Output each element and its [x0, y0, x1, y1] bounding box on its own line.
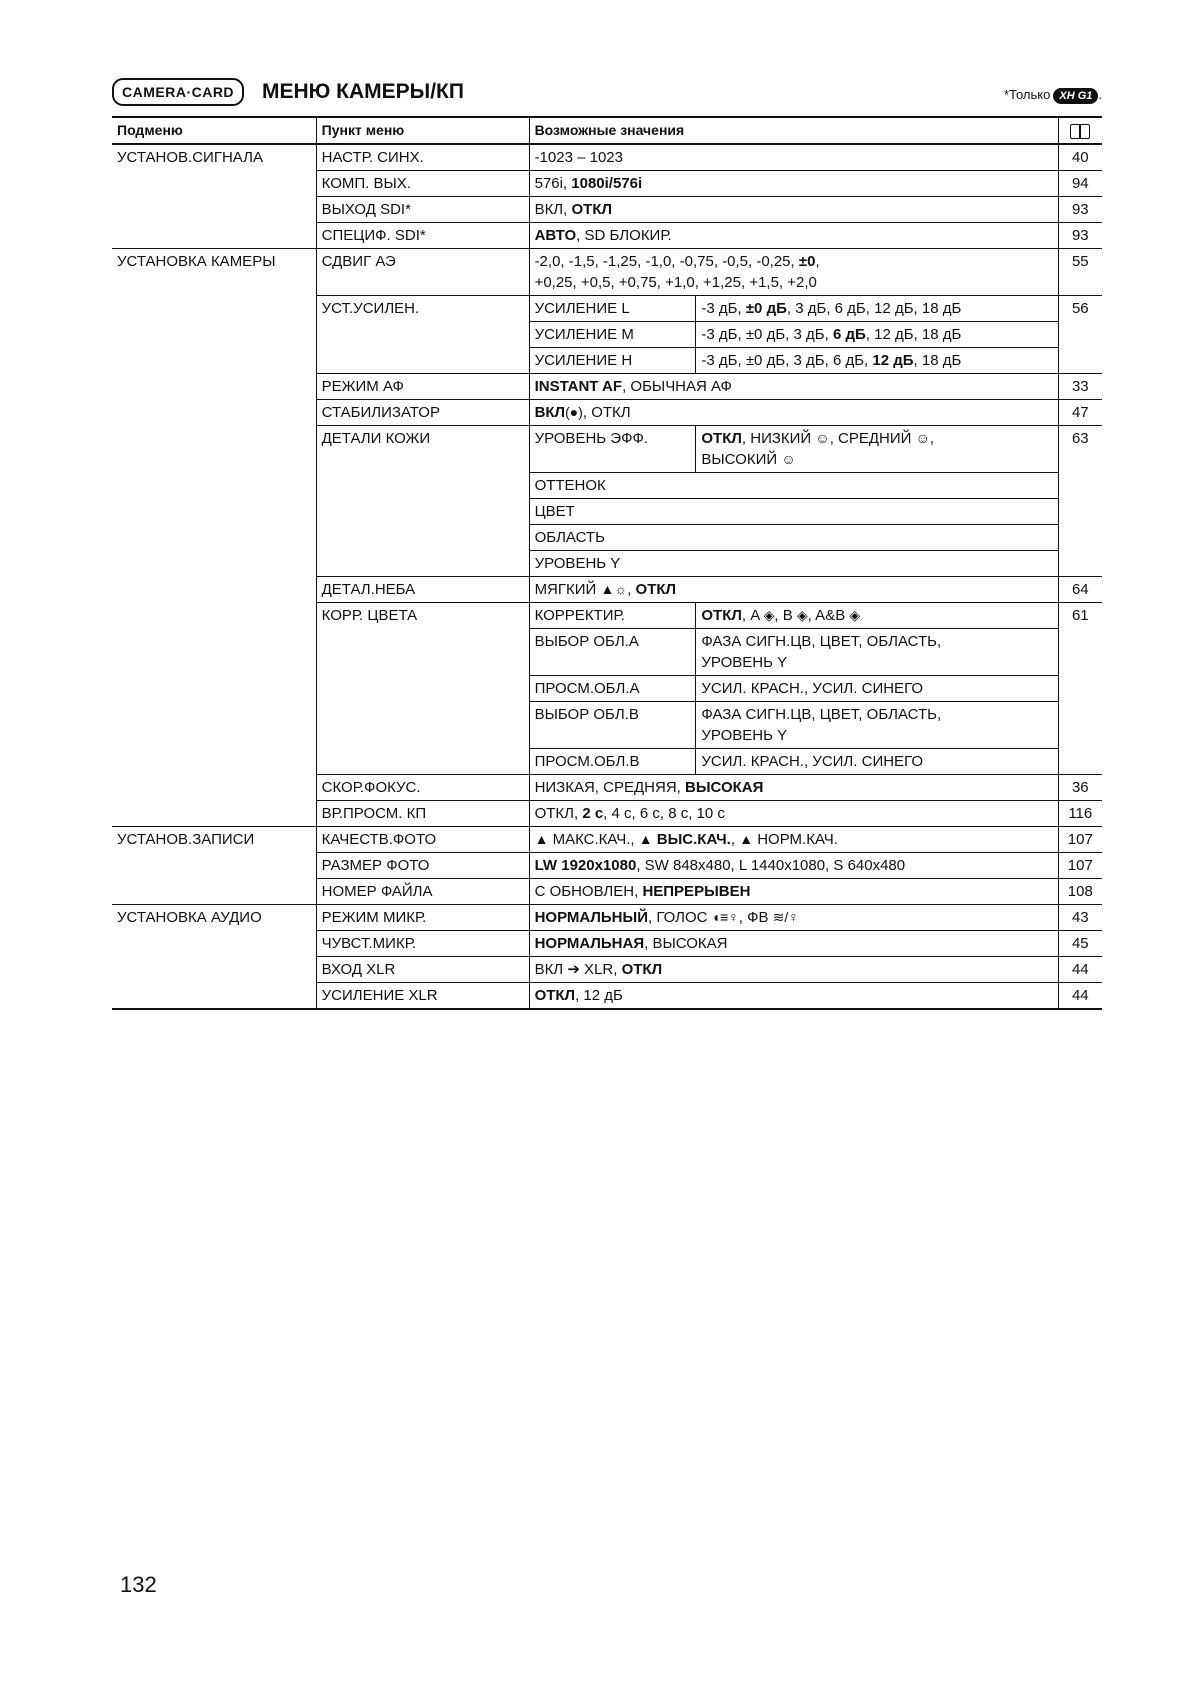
table-row [112, 702, 1102, 749]
page-cell: 40 [1058, 144, 1102, 171]
quality-normal-icon: ▲ [739, 831, 754, 847]
color-a-icon: ◈ [763, 607, 775, 623]
values-cell: -3 дБ, ±0 дБ, 3 дБ, 6 дБ, 12 дБ, 18 дБ [696, 348, 1058, 374]
table-row [112, 827, 1102, 853]
table-row [112, 629, 1102, 676]
submenu-cell: УСТАНОВ.СИГНАЛА [117, 149, 263, 166]
table-row [112, 749, 1102, 775]
table-row [112, 144, 1102, 171]
item-cell: РЕЖИМ МИКР. [316, 905, 529, 931]
table-row [112, 676, 1102, 702]
table-row [112, 296, 1102, 322]
quality-superfine-icon: ▲ [534, 831, 549, 847]
page-cell: 47 [1058, 400, 1102, 426]
item-cell: СДВИГ АЭ [316, 249, 529, 296]
values-cell: НОРМАЛЬНАЯ, ВЫСОКАЯ [529, 931, 1058, 957]
page-cell: 93 [1058, 197, 1102, 223]
table-row [112, 171, 1102, 197]
values-cell: ФАЗА СИГН.ЦВ, ЦВЕТ, ОБЛАСТЬ, УРОВЕНЬ Y [696, 702, 1058, 749]
values-cell: АВТО, SD БЛОКИР. [529, 223, 1058, 249]
page-title: МЕНЮ КАМЕРЫ/КП [262, 80, 464, 103]
values-cell: С ОБНОВЛЕН, НЕПРЕРЫВЕН [529, 879, 1058, 905]
values-cell: ОТКЛ, 12 дБ [529, 983, 1058, 1010]
color-b-icon: ◈ [796, 607, 808, 623]
page-cell: 94 [1058, 171, 1102, 197]
values-cell: -2,0, -1,5, -1,25, -1,0, -0,75, -0,5, -0,25, ±0, +0,25, +0,5, +0,75, +1,0, +1,25, +1,5, +2,0 [529, 249, 1058, 296]
header-values: Возможные значения [529, 117, 1058, 144]
model-badge: XH G1 [1053, 88, 1098, 104]
values-cell: INSTANT AF, ОБЫЧНАЯ АФ [529, 374, 1058, 400]
page-header [112, 78, 1102, 108]
sub-item-cell: ВЫБОР ОБЛ.B [529, 702, 696, 749]
table-row [112, 853, 1102, 879]
sub-item-cell: ЦВЕТ [529, 499, 1058, 525]
table-row [112, 957, 1102, 983]
item-cell: ВР.ПРОСМ. КП [316, 801, 529, 827]
values-cell: ВКЛ, ОТКЛ [529, 197, 1058, 223]
table-header-row [112, 117, 1102, 144]
item-cell: УСИЛЕНИЕ XLR [316, 983, 529, 1010]
item-cell: КАЧЕСТВ.ФОТО [316, 827, 529, 853]
header-item: Пункт меню [316, 117, 529, 144]
skin-mid-icon: ☺ [915, 430, 930, 446]
values-cell: ОТКЛ, A ◈, B ◈, A&B ◈ [696, 603, 1058, 629]
item-cell: НОМЕР ФАЙЛА [316, 879, 529, 905]
item-cell: СПЕЦИФ. SDI* [316, 223, 529, 249]
skin-low-icon: ☺ [815, 430, 830, 446]
page-cell: 36 [1058, 775, 1102, 801]
sky-icon: ▲☼ [600, 581, 628, 597]
page-cell: 107 [1058, 827, 1102, 853]
book-icon [1070, 124, 1090, 139]
table-row [112, 905, 1102, 931]
sub-item-cell: КОРРЕКТИР. [529, 603, 696, 629]
stabilizer-icon: (●) [565, 404, 583, 420]
submenu-cell: УСТАНОВКА КАМЕРЫ [117, 253, 276, 270]
page-cell: 63 [1058, 426, 1102, 473]
page-cell: 64 [1058, 577, 1102, 603]
item-cell: ЧУВСТ.МИКР. [316, 931, 529, 957]
item-cell: ВХОД XLR [316, 957, 529, 983]
sub-item-cell: УСИЛЕНИЕ M [529, 322, 696, 348]
sub-item-cell: УСИЛЕНИЕ L [529, 296, 696, 322]
skin-high-icon: ☺ [781, 451, 796, 467]
sub-item-cell: ПРОСМ.ОБЛ.B [529, 749, 696, 775]
page-cell: 116 [1058, 801, 1102, 827]
table-row [112, 197, 1102, 223]
values-cell: ВКЛ ➔ XLR, ОТКЛ [529, 957, 1058, 983]
page-cell: 93 [1058, 223, 1102, 249]
values-cell: УСИЛ. КРАСН., УСИЛ. СИНЕГО [696, 749, 1058, 775]
item-cell: КОРР. ЦВЕТА [316, 603, 529, 629]
page-cell: 55 [1058, 249, 1102, 296]
values-cell: НИЗКАЯ, СРЕДНЯЯ, ВЫСОКАЯ [529, 775, 1058, 801]
voice-mic-icon: ◖≡♀ [711, 909, 739, 925]
page-cell: 107 [1058, 853, 1102, 879]
values-cell: НОРМАЛЬНЫЙ, ГОЛОС ◖≡♀, ФВ ≋/♀ [529, 905, 1058, 931]
sub-item-cell: УРОВЕНЬ ЭФФ. [529, 426, 696, 473]
values-cell: 576i, 1080i/576i [529, 171, 1058, 197]
header-page [1058, 117, 1102, 144]
table-row [112, 931, 1102, 957]
sub-item-cell: ОТТЕНОК [529, 473, 1058, 499]
sub-item-cell: УСИЛЕНИЕ H [529, 348, 696, 374]
values-cell: -3 дБ, ±0 дБ, 3 дБ, 6 дБ, 12 дБ, 18 дБ [696, 296, 1058, 322]
table-row [112, 322, 1102, 348]
item-cell: УСТ.УСИЛЕН. [316, 296, 529, 322]
table-row [112, 400, 1102, 426]
table-row [112, 551, 1102, 577]
values-cell: УСИЛ. КРАСН., УСИЛ. СИНЕГО [696, 676, 1058, 702]
item-cell: ДЕТАЛ.НЕБА [316, 577, 529, 603]
sub-item-cell: УРОВЕНЬ Y [529, 551, 1058, 577]
page-cell: 43 [1058, 905, 1102, 931]
item-cell: СКОР.ФОКУС. [316, 775, 529, 801]
values-cell: LW 1920x1080, SW 848x480, L 1440x1080, S 640x480 [529, 853, 1058, 879]
submenu-cell: УСТАНОВКА АУДИО [117, 909, 262, 926]
page-number: 132 [120, 1572, 157, 1597]
table-row [112, 525, 1102, 551]
submenu-cell: УСТАНОВ.ЗАПИСИ [117, 831, 255, 848]
model-note: *Только XH G1 . [1004, 87, 1102, 102]
table-row [112, 603, 1102, 629]
item-cell: ВЫХОД SDI* [316, 197, 529, 223]
sub-item-cell: ВЫБОР ОБЛ.A [529, 629, 696, 676]
item-cell: РЕЖИМ АФ [316, 374, 529, 400]
wind-mic-icon: ≋/♀ [772, 909, 799, 925]
values-cell: МЯГКИЙ ▲☼, ОТКЛ [529, 577, 1058, 603]
item-cell: ДЕТАЛИ КОЖИ [316, 426, 529, 473]
sub-item-cell: ОБЛАСТЬ [529, 525, 1058, 551]
page-cell: 44 [1058, 957, 1102, 983]
table-row [112, 249, 1102, 296]
page-cell: 56 [1058, 296, 1102, 322]
values-cell: ФАЗА СИГН.ЦВ, ЦВЕТ, ОБЛАСТЬ, УРОВЕНЬ Y [696, 629, 1058, 676]
table-row [112, 577, 1102, 603]
item-cell: КОМП. ВЫХ. [316, 171, 529, 197]
values-cell: ВКЛ(●), ОТКЛ [529, 400, 1058, 426]
page-cell: 61 [1058, 603, 1102, 629]
item-cell: НАСТР. СИНХ. [316, 144, 529, 171]
page-cell: 45 [1058, 931, 1102, 957]
table-row [112, 473, 1102, 499]
values-cell: ОТКЛ, 2 с, 4 с, 6 с, 8 с, 10 с [529, 801, 1058, 827]
item-cell: РАЗМЕР ФОТО [316, 853, 529, 879]
camera-card-badge: CAMERA·CARD [112, 78, 244, 106]
table-row [112, 879, 1102, 905]
table-row [112, 348, 1102, 374]
page-cell: 33 [1058, 374, 1102, 400]
values-cell: ОТКЛ, НИЗКИЙ ☺, СРЕДНИЙ ☺, ВЫСОКИЙ ☺ [696, 426, 1058, 473]
values-cell: ▲ МАКС.КАЧ., ▲ ВЫС.КАЧ., ▲ НОРМ.КАЧ. [529, 827, 1058, 853]
table-row [112, 801, 1102, 827]
page-cell: 108 [1058, 879, 1102, 905]
camera-menu-table [112, 116, 1102, 1010]
values-cell: -1023 – 1023 [529, 144, 1058, 171]
table-row [112, 426, 1102, 473]
header-submenu: Подменю [112, 117, 316, 144]
model-note-text: *Только [1004, 87, 1051, 102]
item-cell: СТАБИЛИЗАТОР [316, 400, 529, 426]
table-row [112, 374, 1102, 400]
table-row [112, 983, 1102, 1010]
table-row [112, 499, 1102, 525]
page-cell: 44 [1058, 983, 1102, 1010]
table-row [112, 775, 1102, 801]
color-ab-icon: ◈ [849, 607, 861, 623]
quality-fine-icon: ▲ [638, 831, 653, 847]
table-row [112, 223, 1102, 249]
values-cell: -3 дБ, ±0 дБ, 3 дБ, 6 дБ, 12 дБ, 18 дБ [696, 322, 1058, 348]
sub-item-cell: ПРОСМ.ОБЛ.A [529, 676, 696, 702]
